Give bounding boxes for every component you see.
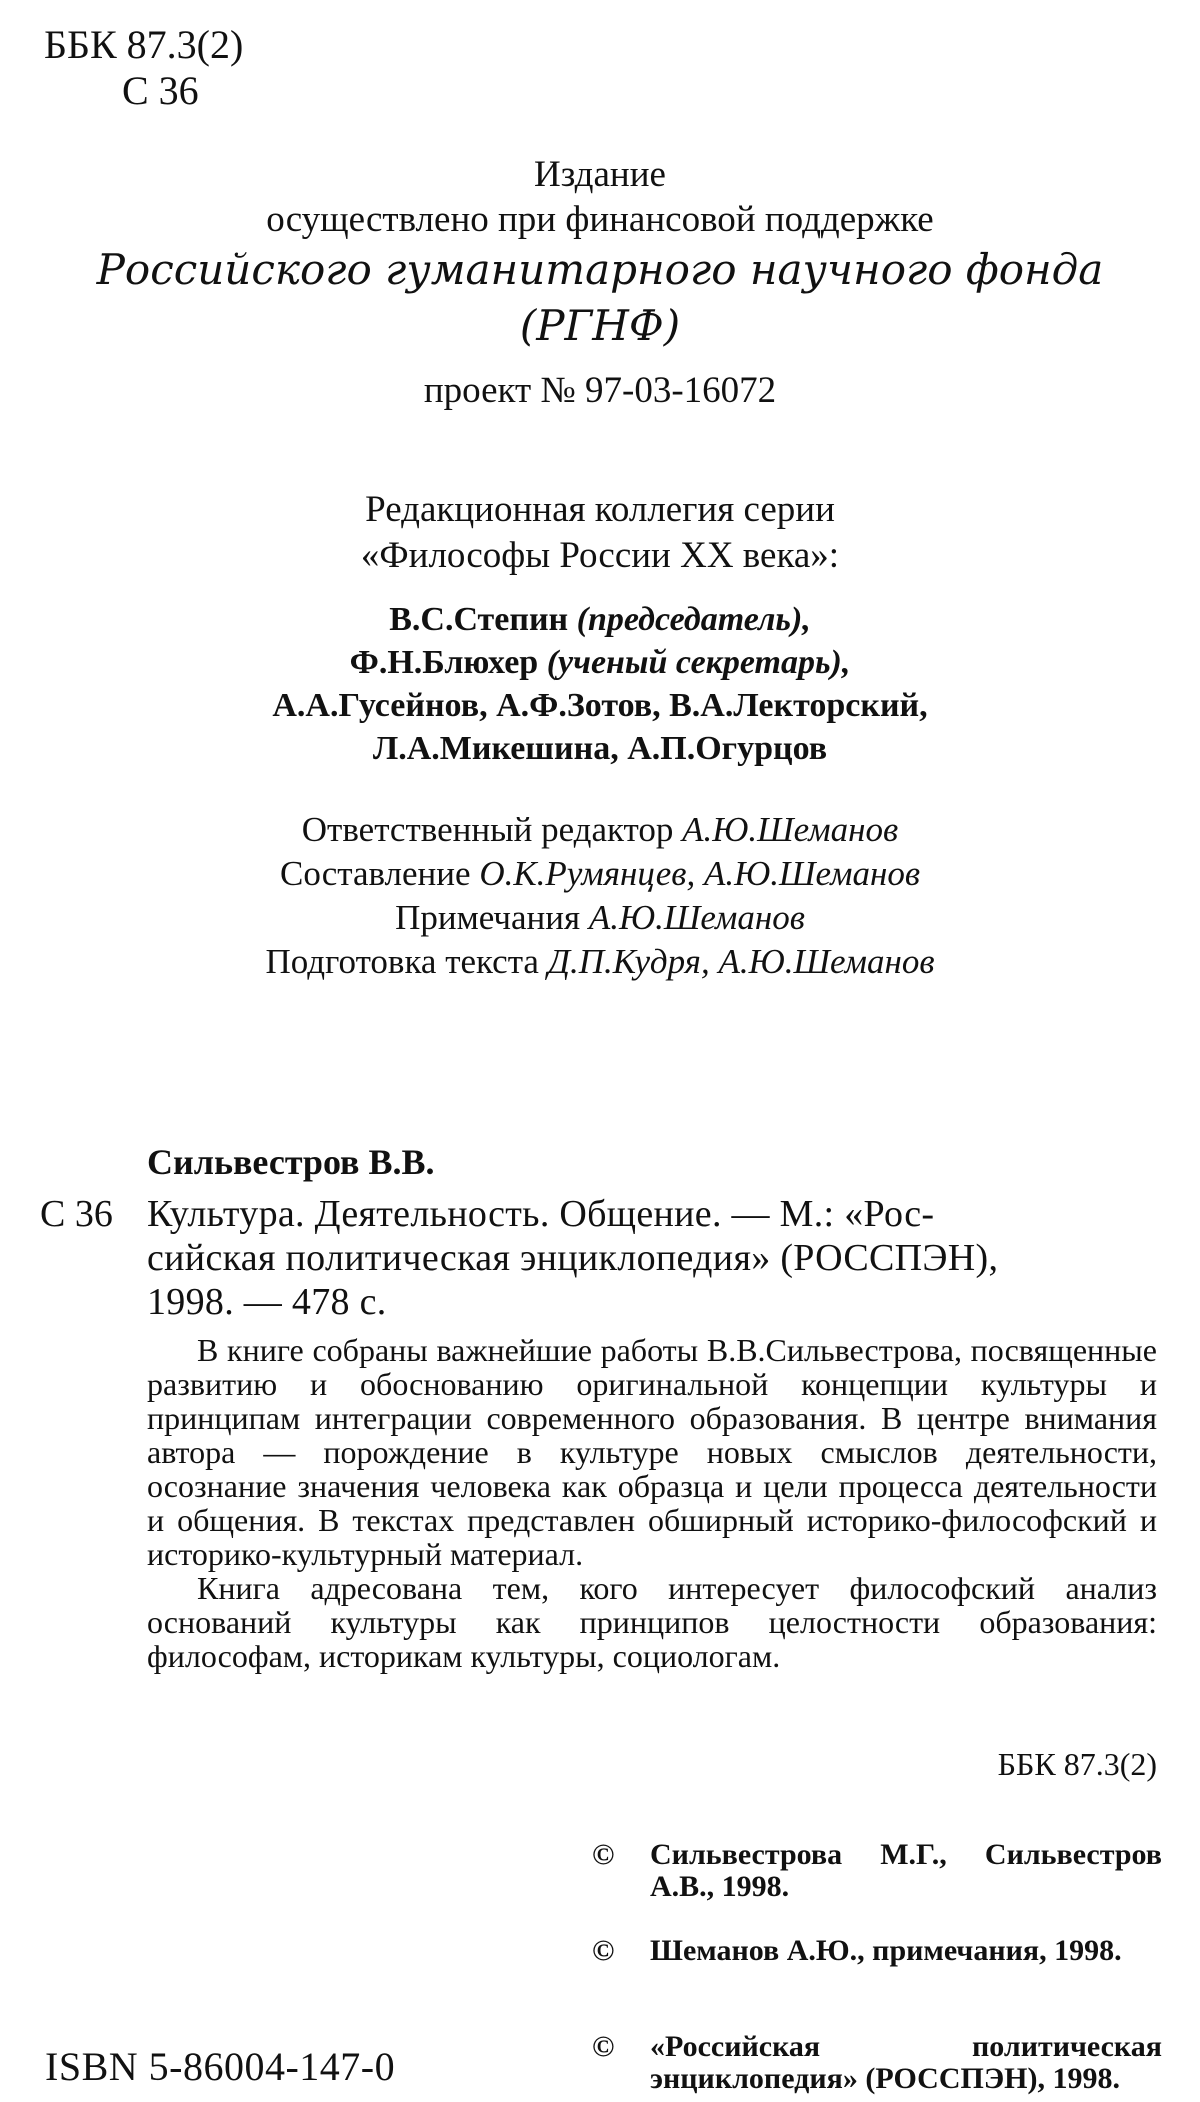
credit-line: Подготовка текста Д.П.Кудря, А.Ю.Шеманов [265,942,935,981]
copyright-text: Сильвестрова М.Г., Сильвестров А.В., 1998. [650,1838,1162,1903]
bbk-code: ББК 87.3(2) [44,22,244,67]
publication-line: Издание [534,154,666,195]
catalog-code: С 36 [40,1193,113,1235]
abstract-paragraph: Книга адресована тем, кого интересует философский анализ оснований культуры как принципов целостности образования: философам, историкам культуры, социологам. [147,1570,1157,1674]
bib-line: 1998. — 478 с. [147,1281,387,1323]
editorial-board [0,598,1200,770]
copyright-text: Шеманов А.Ю., примечания, 1998. [650,1934,1122,1967]
bbk-classification [44,22,243,114]
credits [0,808,1200,984]
abstract [147,1333,1157,1673]
board-chair [0,598,1200,641]
chair-role: (председатель), [576,601,811,638]
fund-name: Российского гуманитарного научного фонда [96,245,1104,294]
bibliographic-entry [147,1192,1157,1324]
board-secretary [0,641,1200,684]
copyright-text: «Российская политическая энциклопедия» (РОССПЭН), 1998. [650,2030,1162,2095]
copyright-icon: © [592,2030,615,2063]
copyright-notice [592,2031,1162,2095]
credit-line: Составление О.К.Румянцев, А.Ю.Шеманов [279,854,921,893]
author-mark: С 36 [122,68,199,113]
bib-line: Культура. Деятельность. Общение. — М.: «Рос- [147,1193,935,1235]
copyright-icon: © [592,1838,615,1871]
secretary-role: (ученый секретарь), [546,644,851,681]
isbn: ISBN 5-86004-147-0 [45,2044,396,2089]
secretary-name: Ф.Н.Блюхер [349,644,539,681]
bib-line: сийская политическая энциклопедия» (РОССПЭН), [147,1237,999,1279]
series-board-label: Редакционная коллегия серии [365,489,835,530]
support-line: осуществлено при финансовой поддержке [266,199,934,240]
chair-name: В.С.Степин [389,601,569,638]
copyright-icon: © [592,1934,615,1967]
copyright-notice [592,1935,1162,1967]
copyright-notice [592,1839,1162,1903]
board-members-line: А.А.Гусейнов, А.Ф.Зотов, В.А.Лекторский, [272,687,928,724]
project-number: проект № 97-03-16072 [423,370,777,411]
credit-line: Ответственный редактор А.Ю.Шеманов [301,810,899,849]
board-members-line: Л.А.Микешина, А.П.Огурцов [372,730,828,767]
abstract-paragraph: В книге собраны важнейшие работы В.В.Сильвестрова, посвященные развитию и обоснованию оригинальной концепции культуры и принципам интеграции современного образования. В центре внимания автора — порождение в культуре новых смыслов деятельности, осознание значения человека как образца и цели процесса деятельности и общения. В текстах представлен обширный историко-философский и историко-культурный материал. [147,1332,1157,1572]
book-author: Сильвестров В.В. [147,1142,435,1182]
series-heading [0,487,1200,579]
bbk-code-bottom: ББК 87.3(2) [997,1746,1157,1782]
fund-abbreviation: (РГНФ) [519,301,681,350]
series-title: «Философы России XX века»: [360,535,840,576]
publication-support [0,152,1200,413]
credit-line: Примечания А.Ю.Шеманов [395,898,805,937]
